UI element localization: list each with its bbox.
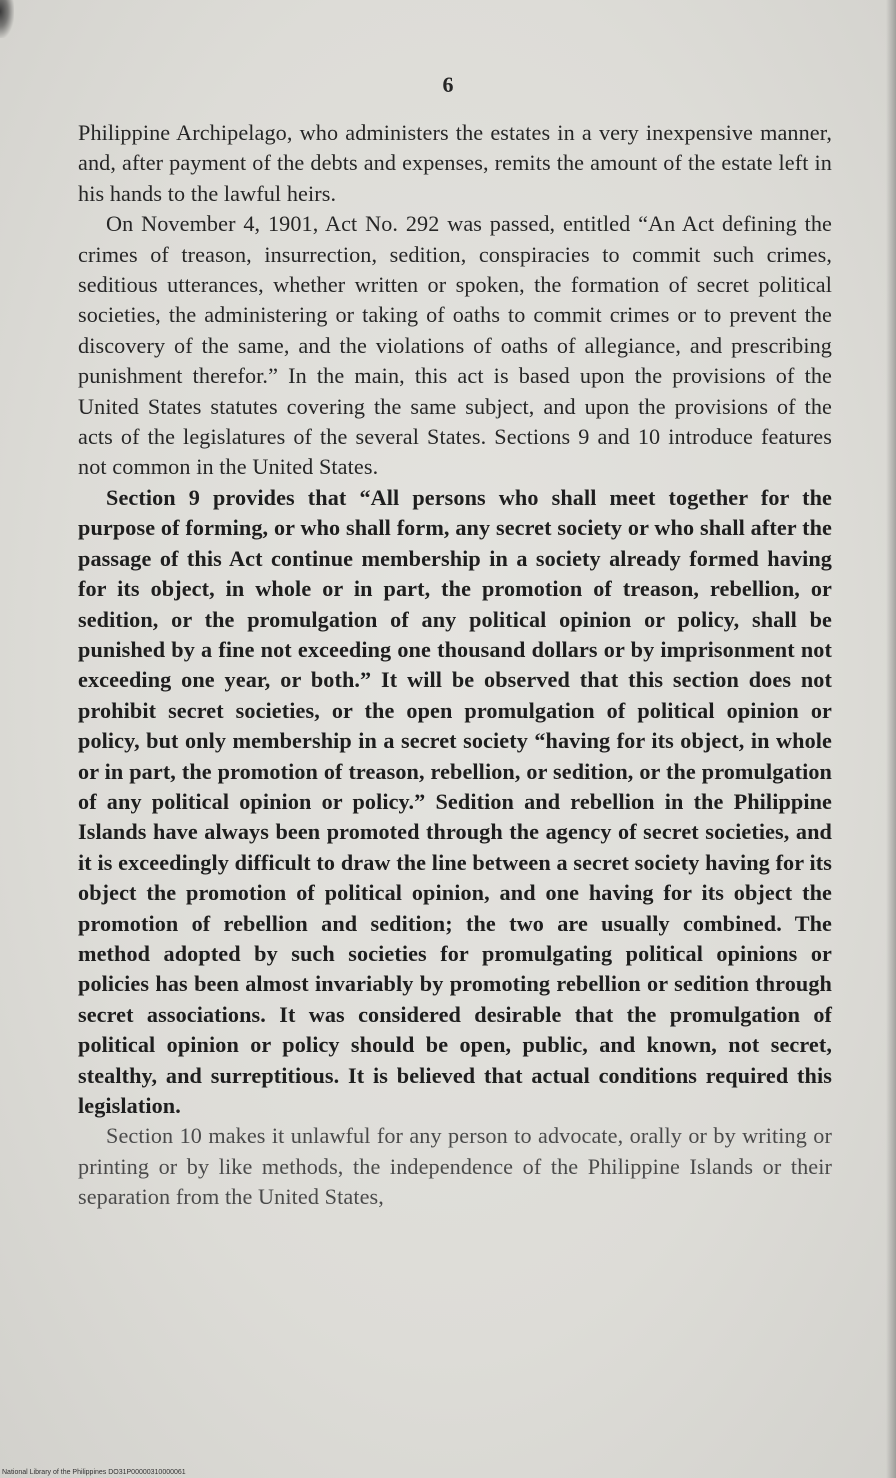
scan-corner-mark (0, 0, 14, 38)
library-stamp: National Library of the Philippines DO31P00000310000061 (2, 1469, 186, 1476)
paragraph-continuation: Philippine Archipelago, who administers the estates in a very inexpensive manner, and, after payment of the debts and expenses, remits the amount of the estate left in his hands to the lawful heirs. (78, 120, 832, 206)
scan-page-edge (886, 0, 896, 1478)
paragraph-section-9: Section 9 provides that “All persons who shall meet together for the purpose of forming, or who shall form, any secret society or who shall after the passage of this Act continue membership in a society already formed having for its object, in whole or in part, the promotion of treason, rebellion, or sedition, or the promulgation of any political opinion or policy, shall be punished by a fine not exceeding one thousand dollars or by imprisonment not exceeding one year, or both.” It will be observed that this section does not prohibit secret societies, or the open promulgation of political opinion or policy, but only membership in a secret society “having for its object, in whole or in part, the promotion of treason, rebellion, or sedition, or the promulgation of any political opinion or policy.” Sedition and rebellion in the Philippine Islands have always been promoted through the agency of secret societies, and it is exceedingly difficult to draw the line between a secret society having for its object the promotion of political opinion, and one having for its object the promotion of rebellion and sedition; the two are usually combined. The method adopted by such societies for promulgating political opinions or policies has been almost invariably by promoting rebellion or sedition through secret associations. It was considered desirable that the promulgation of political opinion or policy should be open, public, and known, not secret, stealthy, and surreptitious. It is believed that actual conditions required this legislation. (78, 484, 832, 1118)
body-text (78, 118, 832, 1213)
paragraph-act-292: On November 4, 1901, Act No. 292 was passed, entitled “An Act defining the crimes of treason, insurrection, sedition, conspiracies to commit such crimes, seditious utterances, whether written or spoken, the formation of secret political societies, the administering or taking of oaths to commit crimes or to prevent the discovery of the same, and the violations of oaths of allegiance, and prescribing punishment therefor.” In the main, this act is based upon the provisions of the United States statutes covering the same subject, and upon the provisions of the acts of the legislatures of the several States. Sections 9 and 10 introduce features not common in the United States. (78, 211, 832, 480)
page-number: 6 (442, 72, 454, 97)
paragraph-section-10: Section 10 makes it unlawful for any person to advocate, orally or by writing or printing or by like methods, the independence of the Philippine Islands or their separation from the United States, (78, 1123, 832, 1210)
